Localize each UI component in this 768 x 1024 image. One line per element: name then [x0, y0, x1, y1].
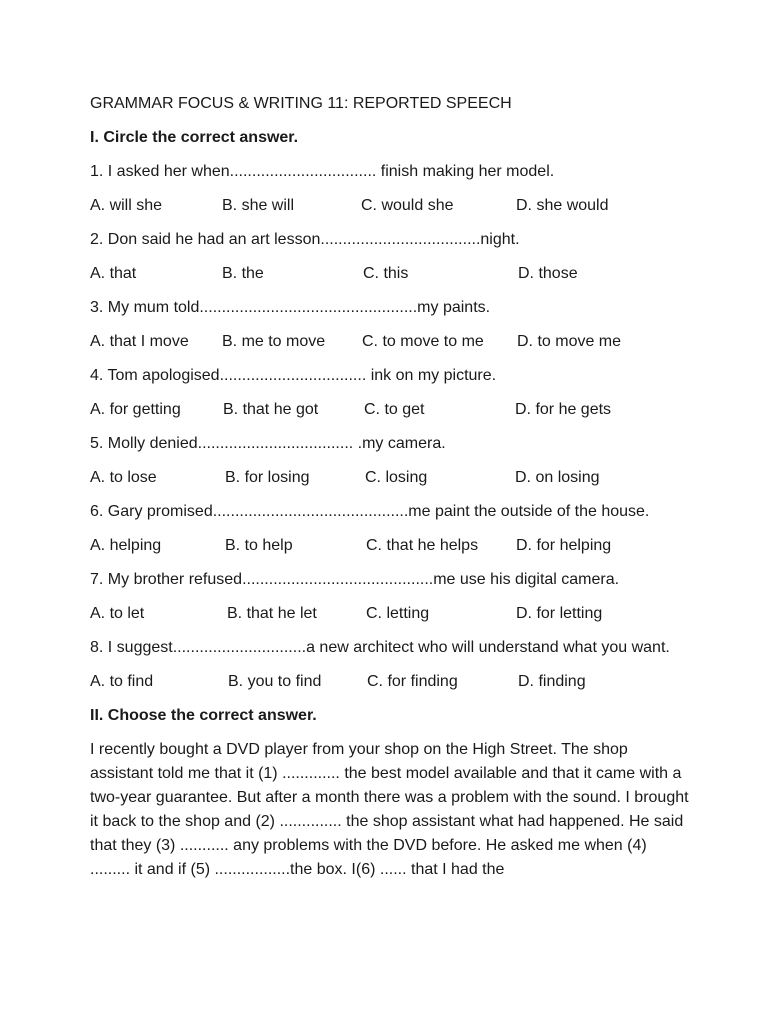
option-d[interactable]: D. to move me: [517, 333, 622, 350]
question-2: 2. Don said he had an art lesson....................................night.: [90, 231, 520, 248]
option-b[interactable]: B. to help: [225, 537, 293, 554]
question-8-options: [90, 670, 690, 694]
question-1: 1. I asked her when................................. finish making her model.: [90, 163, 555, 180]
option-d[interactable]: D. for helping: [516, 537, 612, 554]
option-c[interactable]: C. that he helps: [366, 537, 479, 554]
worksheet-page: [90, 92, 690, 882]
question-5-options: [90, 466, 690, 490]
option-c[interactable]: C. losing: [365, 469, 428, 486]
option-c[interactable]: C. would she: [361, 197, 454, 214]
option-b[interactable]: B. that he got: [223, 401, 319, 418]
option-d[interactable]: D. on losing: [515, 469, 600, 486]
option-a[interactable]: A. helping: [90, 537, 162, 554]
question-5: 5. Molly denied................................... .my camera.: [90, 435, 446, 452]
worksheet-title: GRAMMAR FOCUS & WRITING 11: REPORTED SPEECH: [90, 95, 512, 112]
option-c[interactable]: C. to move to me: [362, 333, 484, 350]
question-6-options: [90, 534, 690, 558]
option-b[interactable]: B. you to find: [228, 673, 322, 690]
option-b[interactable]: B. me to move: [222, 333, 326, 350]
option-a[interactable]: A. to find: [90, 673, 154, 690]
option-a[interactable]: A. that I move: [90, 333, 189, 350]
option-d[interactable]: D. for he gets: [515, 401, 612, 418]
option-c[interactable]: C. to get: [364, 401, 425, 418]
option-c[interactable]: C. letting: [366, 605, 430, 622]
question-4-options: [90, 398, 690, 422]
option-a[interactable]: A. for getting: [90, 401, 181, 418]
question-2-options: [90, 262, 690, 286]
section-2-heading: II. Choose the correct answer.: [90, 707, 317, 724]
option-d[interactable]: D. those: [518, 265, 578, 282]
option-a[interactable]: A. that: [90, 265, 137, 282]
option-a[interactable]: A. to let: [90, 605, 145, 622]
question-6: 6. Gary promised............................................me paint the outside of the house.: [90, 503, 650, 520]
question-3-options: [90, 330, 690, 354]
question-7-options: [90, 602, 690, 626]
option-b[interactable]: B. for losing: [225, 469, 310, 486]
option-d[interactable]: D. finding: [518, 673, 586, 690]
question-3: 3. My mum told.................................................my paints.: [90, 299, 491, 316]
question-8: 8. I suggest..............................a new architect who will understand what you want.: [90, 639, 670, 656]
option-b[interactable]: B. she will: [222, 197, 295, 214]
question-1-options: [90, 194, 690, 218]
question-7: 7. My brother refused...........................................me use his digital camera.: [90, 571, 620, 588]
option-c[interactable]: C. this: [363, 265, 409, 282]
option-b[interactable]: B. the: [222, 265, 264, 282]
option-c[interactable]: C. for finding: [367, 673, 458, 690]
option-a[interactable]: A. to lose: [90, 469, 157, 486]
option-d[interactable]: D. for letting: [516, 605, 603, 622]
reading-passage: I recently bought a DVD player from your shop on the High Street. The shop assistant told me that it (1) ............. the best model available and that it came with a two-year guarantee. But after a month there was a problem with the sound. I brought it back to the shop and (2) .............. the shop assistant what had happened. He said that they (3) ........... any problems with the DVD before. He asked me when (4) ......... it and if (5) .................the box. I(6) ...... that I had the: [90, 741, 689, 878]
option-d[interactable]: D. she would: [516, 197, 609, 214]
option-a[interactable]: A. will she: [90, 197, 163, 214]
section-1-heading: I. Circle the correct answer.: [90, 129, 299, 146]
option-b[interactable]: B. that he let: [227, 605, 317, 622]
question-4: 4. Tom apologised................................. ink on my picture.: [90, 367, 497, 384]
